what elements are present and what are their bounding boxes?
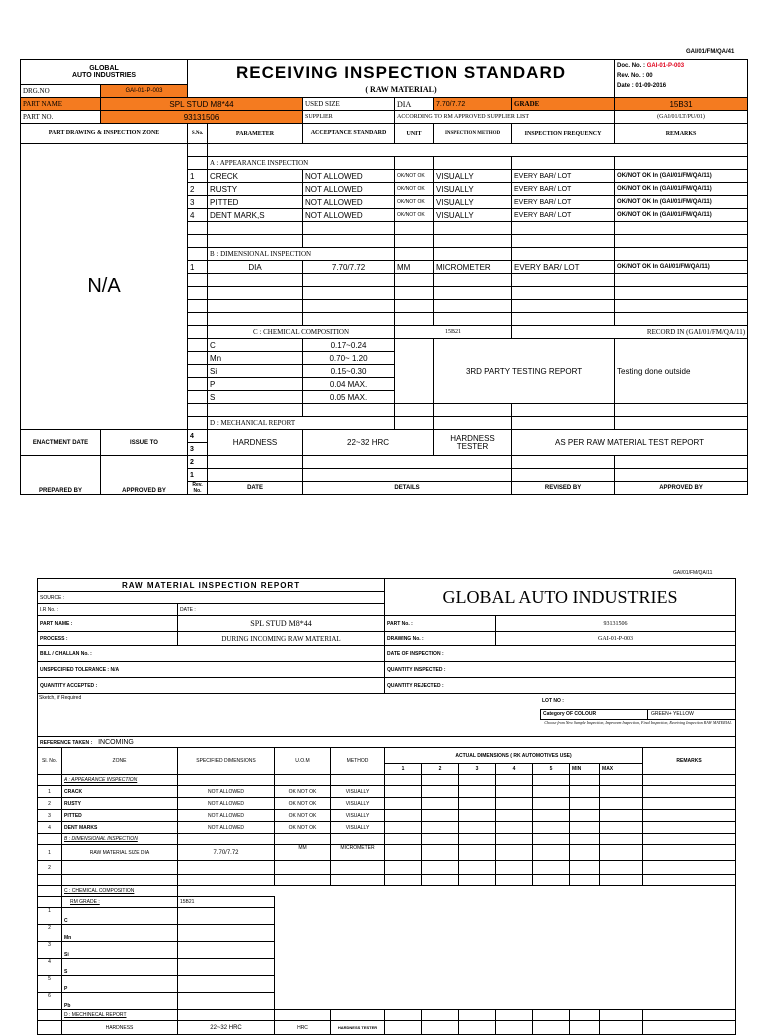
part-no-label: PART NO.	[21, 111, 101, 124]
top-form-code: GAI/01/FM/QA/41	[686, 49, 735, 55]
quantity-rejected-label: QUANTITY REJECTED :	[385, 678, 736, 694]
parameter-cell: CRACK	[62, 786, 178, 798]
parameter-cell: DIA	[208, 261, 303, 274]
element-cell: S	[62, 959, 178, 976]
header-drawing-zone	[21, 124, 188, 144]
element-cell: Pb	[62, 993, 178, 1010]
section-a-title: A : APPEARANCE INSPECTION	[62, 775, 178, 786]
remarks-cell: OK/NOT OK In (GAI/01/FM/QA/11)	[615, 183, 748, 196]
frequency-cell: EVERY BAR/ LOT	[512, 170, 615, 183]
date-value: : 01-09-2016	[631, 83, 667, 89]
header-unit: UNIT	[395, 124, 434, 144]
rm-grade-label: RM GRADE :	[62, 897, 178, 908]
actual-col-3: 3	[459, 764, 496, 775]
section-b-title: B : DIMENSIONAL INSPECTION	[208, 248, 395, 261]
standard-cell: NOT ALLOWED	[303, 209, 395, 222]
reference-label: REFERENCE TAKEN :	[40, 739, 93, 746]
method-cell: VISUALLY	[434, 196, 512, 209]
dia-label: DIA	[395, 98, 434, 111]
uom-cell: OK NOT OK	[275, 798, 331, 810]
appearance-row	[38, 786, 736, 798]
hardness-value: 22~32 HRC	[178, 1021, 275, 1035]
rev-row-number: 2	[188, 456, 208, 469]
parameter-cell: RUSTY	[208, 183, 303, 196]
frequency-cell: EVERY BAR/ LOT	[512, 196, 615, 209]
issue-to-label: ISSUE TO	[101, 430, 188, 456]
parameter-cell: RAW MATERIAL SIZE DIA	[62, 845, 178, 861]
row-number: 1	[38, 786, 62, 798]
supplier-label: SUPPLIER	[303, 111, 395, 124]
header-drawing: PART DRAWING &	[48, 130, 102, 136]
row-number: 4	[38, 959, 62, 976]
row-number: 2	[38, 925, 62, 942]
ir-no-label: I.R No. :	[38, 604, 178, 616]
rev-no-column: Rev. No.	[188, 482, 208, 495]
testing-done-outside: Testing done outside	[615, 339, 748, 404]
used-size-label: USED SIZE	[303, 98, 395, 111]
drawing-no-value: GAI-01-P-003	[496, 632, 736, 646]
supplier-value: ACCORDING TO RM APPROVED SUPPLIER LIST	[395, 111, 615, 124]
rev-row-number: 3	[188, 443, 208, 456]
part-name-label: PART NAME	[21, 98, 101, 111]
row-number: 6	[38, 993, 62, 1010]
standard-cell: NOT ALLOWED	[303, 183, 395, 196]
drg-no-label: DRG.NO	[21, 85, 101, 98]
col-method: METHOD	[331, 748, 385, 775]
method-cell: VISUALLY	[331, 786, 385, 798]
row-number: 2	[38, 798, 62, 810]
source-label: SOURCE :	[38, 592, 385, 604]
row-number: 3	[188, 196, 208, 209]
remarks-cell: OK/NOT OK In (GAI/01/FM/QA/11)	[615, 209, 748, 222]
element-cell: P	[62, 976, 178, 993]
row-number: 1	[188, 170, 208, 183]
header-acceptance: ACCEPTANCE STANDARD	[303, 124, 395, 144]
parameter-cell: PITTED	[62, 810, 178, 822]
record-in: RECORD IN (GAI/01/FM/QA/11)	[512, 326, 748, 339]
unit-cell: OK/NOT OK	[395, 170, 434, 183]
method-cell: VISUALLY	[434, 170, 512, 183]
appearance-row	[38, 822, 736, 834]
company-name	[21, 60, 188, 85]
standard-cell: NOT ALLOWED	[178, 798, 275, 810]
standard-cell: NOT ALLOWED	[178, 786, 275, 798]
header-method: INSPECTION METHOD	[434, 124, 512, 144]
drg-no-value: GAI-01-P-003	[101, 85, 188, 98]
rev-row-number: 1	[188, 469, 208, 482]
header-remarks: REMARKS	[615, 124, 748, 144]
element-cell: Si	[208, 365, 303, 378]
actual-col-2: 2	[422, 764, 459, 775]
row-number: 3	[38, 942, 62, 959]
approved-by: APPROVED BY	[101, 456, 188, 495]
element-cell: Mn	[208, 352, 303, 365]
section-a-title: A : APPEARANCE INSPECTION	[208, 157, 395, 170]
part-no-label: PART No. :	[385, 616, 496, 632]
row-number: 5	[38, 976, 62, 993]
parameter-cell: DENT MARK,S	[208, 209, 303, 222]
value-cell: 0.15~0.30	[303, 365, 395, 378]
grade-label: GRADE	[512, 98, 615, 111]
row-number: 1	[188, 261, 208, 274]
row-number: 1	[38, 908, 62, 925]
part-name-label: PART NAME :	[38, 616, 178, 632]
row-number: 4	[188, 209, 208, 222]
title-cell	[188, 60, 615, 98]
date-column: DATE	[208, 482, 303, 495]
header-zone: INSPECTION ZONE	[103, 130, 160, 136]
standard-cell: NOT ALLOWED	[303, 196, 395, 209]
hardness-tester: HARDNESS TESTER	[331, 1021, 385, 1035]
dia-value: 7.70/7.72	[434, 98, 512, 111]
value-cell: 0.04 MAX.	[303, 378, 395, 391]
standard-cell: NOT ALLOWED	[178, 810, 275, 822]
rev-row-number: 4	[188, 430, 208, 443]
frequency-cell: EVERY BAR/ LOT	[512, 209, 615, 222]
category-label: Category OF COLOUR	[543, 711, 597, 717]
tolerance-label: UNSPECIFIED TOLERANCE : N/A	[38, 662, 385, 678]
element-cell: Mn	[62, 925, 178, 942]
section-d-title: D : MECHANICAL REPORT	[208, 417, 395, 430]
actual-col-4: 4	[496, 764, 533, 775]
report-title: RAW MATERIAL INSPECTION REPORT	[38, 579, 385, 592]
element-cell: Si	[62, 942, 178, 959]
row-number: 4	[38, 822, 62, 834]
company-banner: GLOBAL AUTO INDUSTRIES	[385, 579, 736, 616]
date-label: Date	[617, 83, 631, 89]
grade-value: 15B31	[615, 98, 748, 111]
header-parameter: PARAMETER	[208, 124, 303, 144]
quantity-accepted-label: QUANTITY ACCEPTED :	[38, 678, 385, 694]
reference-value: INCOMING	[98, 738, 134, 746]
choose-note: Choose from New Sample Inspection, Improvem Inspection, Final Inspection, Receiving Inspection RAW MATERIAL	[540, 719, 736, 725]
parameter-cell: RUSTY	[62, 798, 178, 810]
uom-cell: OK NOT OK	[275, 786, 331, 798]
third-party-report: 3RD PARTY TESTING REPORT	[434, 339, 615, 404]
date-label: DATE :	[178, 604, 385, 616]
sketch-label: Sketch, if Required	[39, 695, 82, 701]
bill-challan-label: BILL / CHALLAN No. :	[38, 646, 385, 662]
section-d-title: D : MECHINECAL REPORT	[62, 1010, 178, 1021]
hardness-remark: AS PER RAW MATERIAL TEST REPORT	[512, 430, 748, 456]
value-cell: 0.70~ 1.20	[303, 352, 395, 365]
document-title: RECEIVING INSPECTION STANDARD	[236, 63, 567, 82]
supplier-ref: (GAI/01/LT/PU/01)	[615, 111, 748, 124]
section-c-title: C : CHEMICAL COMPOSITION	[208, 326, 395, 339]
document-subtitle: ( RAW MATERIAL)	[365, 85, 437, 94]
value-cell: 0.05 MAX.	[303, 391, 395, 404]
process-value: DURING INCOMING RAW MATERIAL	[178, 632, 385, 646]
remarks-cell: OK/NOT OK In (GAI/01/FM/QA/11)	[615, 170, 748, 183]
process-label: PROCESS :	[38, 632, 178, 646]
revised-by-column: REVISED BY	[512, 482, 615, 495]
hardness-value: 22~32 HRC	[303, 430, 434, 456]
rev-no-label: Rev. No. :	[617, 73, 645, 79]
method-cell: VISUALLY	[434, 209, 512, 222]
dimensional-row	[38, 845, 736, 861]
enactment-date-label: ENACTMENT DATE	[21, 430, 101, 456]
details-column: DETAILS	[303, 482, 512, 495]
actual-col-1: 1	[385, 764, 422, 775]
appearance-row	[38, 810, 736, 822]
col-sl-no: Sl. No.	[38, 748, 62, 775]
hardness-label: HARDNESS	[62, 1021, 178, 1035]
appearance-row	[38, 798, 736, 810]
company-line2: AUTO INDUSTRIES	[71, 72, 137, 79]
method-cell: MICROMETER	[434, 261, 512, 274]
method-cell: VISUALLY	[331, 822, 385, 834]
standard-cell: 7.70/7.72	[178, 845, 275, 861]
standard-cell: 7.70/7.72	[303, 261, 395, 274]
standard-cell: NOT ALLOWED	[303, 170, 395, 183]
method-cell: VISUALLY	[331, 798, 385, 810]
raw-material-inspection-report	[37, 578, 736, 1035]
unit-cell: OK/NOT OK	[395, 209, 434, 222]
method-cell: MICROMETER	[331, 845, 385, 861]
category-box	[540, 709, 736, 719]
method-cell: VISUALLY	[434, 183, 512, 196]
col-remarks: REMARKS	[643, 748, 736, 775]
part-name-value: SPL STUD M8*44	[101, 98, 303, 111]
receiving-inspection-standard	[20, 59, 748, 495]
hardness-tester: HARDNESS TESTER	[434, 430, 512, 456]
doc-no-value: GAI-01-P-003	[646, 63, 685, 69]
standard-cell: NOT ALLOWED	[178, 822, 275, 834]
uom-cell: MM	[275, 845, 331, 861]
unit-cell: OK/NOT OK	[395, 196, 434, 209]
header-frequency: INSPECTION FREQUENCY	[512, 124, 615, 144]
row-number: 3	[38, 810, 62, 822]
col-actual: ACTUAL DIMENSIONS ( RK AUTOMOTIVES USE)	[385, 748, 643, 764]
chem-grade: 15B21	[395, 326, 512, 339]
quantity-inspected-label: QUANTITY INSPECTED :	[385, 662, 736, 678]
part-no-value: 93131506	[101, 111, 303, 124]
actual-col-min: MIN	[570, 764, 600, 775]
category-value: GREEN+ YELLOW	[651, 711, 694, 717]
parameter-cell: CRECK	[208, 170, 303, 183]
frequency-cell: EVERY BAR/ LOT	[512, 183, 615, 196]
row-number: 2	[38, 861, 62, 875]
drawing-no-label: DRAWING No. :	[385, 632, 496, 646]
row-number: 2	[188, 183, 208, 196]
parameter-cell: PITTED	[208, 196, 303, 209]
unit-cell: MM	[395, 261, 434, 274]
date-of-inspection-label: DATE OF INSPECTION :	[385, 646, 736, 662]
element-cell: C	[62, 908, 178, 925]
frequency-cell: EVERY BAR/ LOT	[512, 261, 615, 274]
reference-row	[38, 737, 736, 748]
unit-cell: OK/NOT OK	[395, 183, 434, 196]
parameter-cell: DENT MARKS	[62, 822, 178, 834]
doc-no-label: Doc. No. :	[617, 63, 646, 69]
company-line1: GLOBAL	[89, 65, 119, 72]
part-no-value: 93131506	[496, 616, 736, 632]
col-specified: SPECIFIED DIMENSIONS	[178, 748, 275, 775]
doc-info	[615, 60, 748, 98]
sketch-area	[38, 694, 736, 737]
element-cell: S	[208, 391, 303, 404]
section-c-title: C : CHEMICAL COMPOSITION	[62, 886, 178, 897]
remarks-cell: OK/NOT OK In (GAI/01/FM/QA/11)	[615, 196, 748, 209]
bottom-form-code: GAI/01/FM/QA/11	[673, 570, 713, 576]
method-cell: VISUALLY	[331, 810, 385, 822]
lot-no-label: LOT NO :	[542, 698, 564, 704]
row-number: 1	[38, 845, 62, 861]
col-zone: ZONE	[62, 748, 178, 775]
part-name-value: SPL STUD M8*44	[178, 616, 385, 632]
part-drawing-na: N/A	[21, 144, 188, 430]
element-cell: C	[208, 339, 303, 352]
value-cell: 0.17~0.24	[303, 339, 395, 352]
element-cell: P	[208, 378, 303, 391]
section-b-title: B : DIMENSIONAL INSPECTION	[62, 834, 178, 845]
rev-no-value: 00	[645, 73, 653, 79]
actual-col-max: MAX	[600, 764, 643, 775]
hardness-uom: HRC	[275, 1021, 331, 1035]
approved-by-column: APPROVED BY	[615, 482, 748, 495]
col-uom: U.O.M	[275, 748, 331, 775]
actual-col-5: 5	[533, 764, 570, 775]
uom-cell: OK NOT OK	[275, 822, 331, 834]
prepared-by: PREPARED BY	[21, 456, 101, 495]
uom-cell: OK NOT OK	[275, 810, 331, 822]
remarks-cell: OK/NOT OK In GAI/01/FM/QA/11)	[615, 261, 748, 274]
hardness-label: HARDNESS	[208, 430, 303, 456]
rm-grade-value: 15B21	[178, 897, 275, 908]
header-sno: S.No.	[188, 124, 208, 144]
